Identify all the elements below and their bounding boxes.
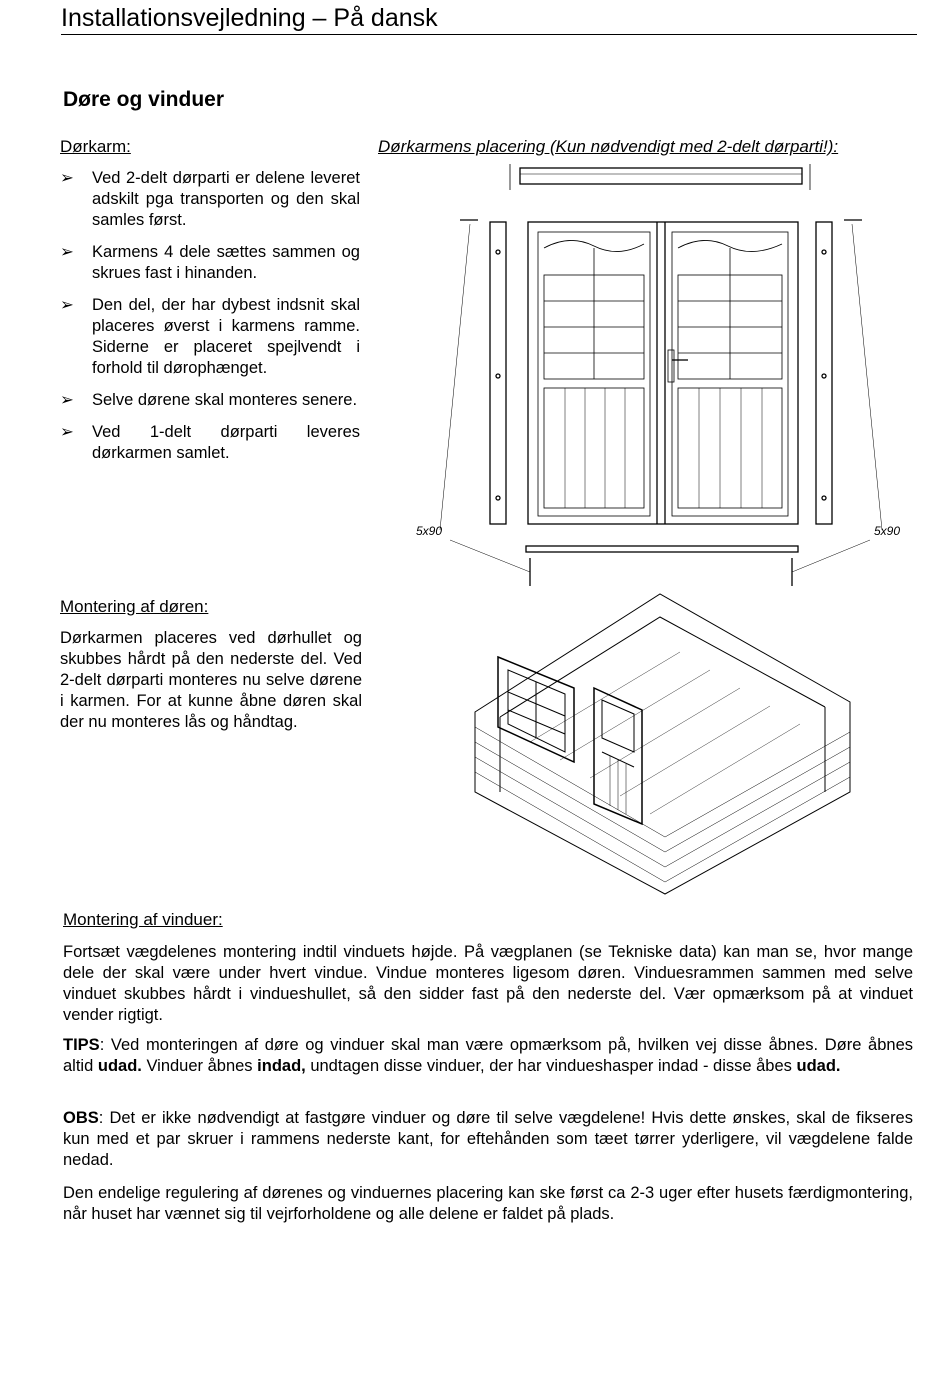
figure1-label-right: 5x90 <box>874 524 901 538</box>
list-item: ➢ Ved 2-delt dørparti er delene leveret adskilt pga transporten og den skal samles først. <box>60 169 360 229</box>
door-mount-heading: Montering af døren: <box>60 597 209 616</box>
window-mount-text: Fortsæt vægdelenes montering indtil vinduets højde. På vægplanen (se Tekniske data) kan man se, hvor mange dele der skal være under hvert vindue. Vindue monteres ligesom døren. Vinduesrammen sammen med selve vinduet skubbes hårdt i vindueshullet, så den sidder fast på den nederste del. Vær opmærksom på at vinduet vender rigtigt. <box>63 943 913 1024</box>
arrow-bullet-icon: ➢ <box>60 423 74 441</box>
figure1-label-left: 5x90 <box>416 524 443 538</box>
arrow-bullet-icon: ➢ <box>60 169 74 187</box>
doorframe-heading: Dørkarm: <box>60 137 131 156</box>
arrow-bullet-icon: ➢ <box>60 243 74 261</box>
list-item: ➢ Den del, der har dybest indsnit skal placeres øverst i karmens ramme. Siderne er placeret spejlvendt i forhold til dørophænget. <box>60 296 360 377</box>
section-title: Døre og vinduer <box>63 88 225 111</box>
doorframe-list <box>60 168 360 475</box>
obs-paragraph: OBS: Det er ikke nødvendigt at fastgøre vinduer og døre til selve vægdelene! Hvis dette ønskes, skal de fikseres kun med et par skruer i rammens nederste kant, for eftehånden som tæet tørrer yderligere, vil vægdelene falde nedad. <box>63 1109 913 1169</box>
list-item: ➢ Ved 1-delt dørparti leveres dørkarmen samlet. <box>60 423 360 462</box>
arrow-bullet-icon: ➢ <box>60 296 74 314</box>
list-item: ➢ Selve dørene skal monteres senere. <box>60 391 358 409</box>
figure1-caption: Dørkarmens placering (Kun nødvendigt med 2-delt dørparti!): <box>378 137 839 156</box>
final-paragraph: Den endelige regulering af dørenes og vinduernes placering kan ske først ca 2-3 uger efter husets færdigmontering, når huset har vænnet sig til vejrforholdene og alle delene er faldet på plads. <box>63 1184 913 1223</box>
page-header <box>61 4 917 35</box>
window-mount-heading: Montering af vinduer: <box>63 910 223 929</box>
header-title: Installationsvejledning – På dansk <box>61 4 438 32</box>
tips-label: TIPS <box>63 1036 100 1054</box>
tips-paragraph: TIPS: Ved monteringen af døre og vinduer skal man være opmærksom på, hvilken vej disse åbnes. Døre åbnes altid udad. Vinduer åbnes indad, undtagen disse vinduer, der har vindueshasper indad - disse åbes udad. <box>63 1036 913 1075</box>
doorframe-figure <box>400 160 920 590</box>
cabin-figure <box>470 592 860 902</box>
list-item: ➢ Karmens 4 dele sættes sammen og skrues fast i hinanden. <box>60 243 360 282</box>
door-mount-text: Dørkarmen placeres ved dørhullet og skubbes hårdt på den nederste del. Ved 2-delt dørparti monteres nu selve dørene i karmen. For at kunne åbne døren skal der nu monteres lås og håndtag. <box>60 629 362 731</box>
arrow-bullet-icon: ➢ <box>60 391 74 409</box>
obs-label: OBS <box>63 1109 99 1127</box>
